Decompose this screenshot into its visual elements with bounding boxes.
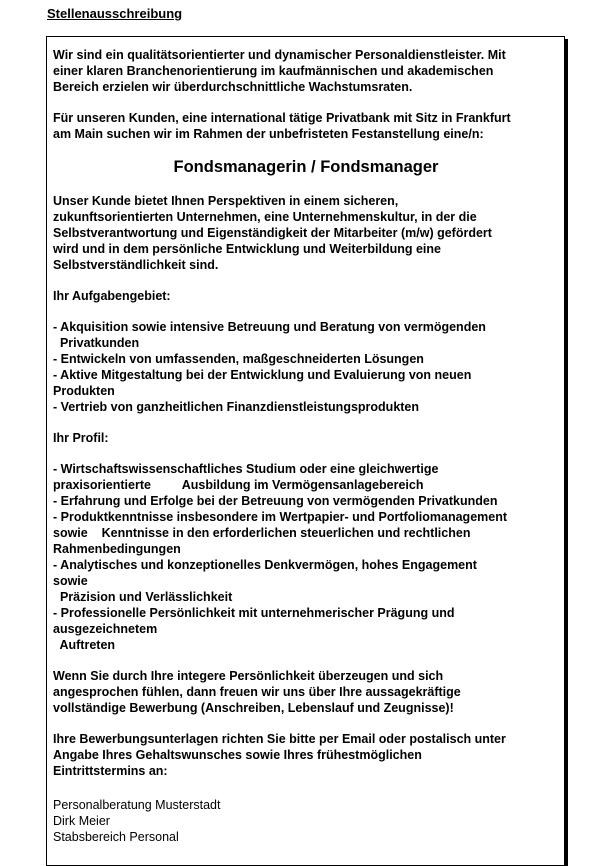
contact-company: Personalberatung Musterstadt <box>53 798 221 812</box>
list-item: - Akquisition sowie intensive Betreuung und Beratung von vermögenden <box>53 320 486 334</box>
list-item: Produkten <box>53 384 115 398</box>
list-item: Privatkunden <box>53 336 140 350</box>
job-ad-content <box>53 47 559 845</box>
list-item: - Vertrieb von ganzheitlichen Finanzdienstleistungsprodukten <box>53 400 420 414</box>
contact-department: Stabsbereich Personal <box>53 830 179 844</box>
profile-heading: Ihr Profil: <box>53 431 109 445</box>
list-item: - Entwickeln von umfassenden, maßgeschneiderten Lösungen <box>53 352 424 366</box>
text-line: Selbstverständlichkeit sind. <box>53 258 219 272</box>
profile-list <box>53 461 559 653</box>
text-line: einer klaren Branchenorientierung im kaufmännischen und akademischen <box>53 64 494 78</box>
text-line: am Main suchen wir im Rahmen der unbefristeten Festanstellung eine/n: <box>53 127 484 141</box>
contact-block <box>53 797 559 845</box>
tasks-heading: Ihr Aufgabengebiet: <box>53 289 171 303</box>
closing-paragraph <box>53 668 559 716</box>
list-item: Präzision und Verlässlichkeit <box>53 590 233 604</box>
text-line: Ihre Bewerbungsunterlagen richten Sie bitte per Email oder postalisch unter <box>53 732 506 746</box>
document-heading: Stellenausschreibung <box>47 6 183 21</box>
list-item: Auftreten <box>53 638 116 652</box>
list-item: - Analytisches und konzeptionelles Denkvermögen, hohes Engagement <box>53 558 477 572</box>
list-item: - Aktive Mitgestaltung bei der Entwicklung und Evaluierung von neuen <box>53 368 472 382</box>
list-item: sowie Kenntnisse in den erforderlichen steuerlichen und rechtlichen <box>53 526 471 540</box>
list-item: Rahmenbedingungen <box>53 542 181 556</box>
text-line: wird und in dem persönliche Entwicklung und Weiterbildung eine <box>53 242 441 256</box>
text-line: Für unseren Kunden, eine international tätige Privatbank mit Sitz in Frankfurt <box>53 111 511 125</box>
list-item: - Produktkenntnisse insbesondere im Wertpapier- und Portfoliomanagement <box>53 510 508 524</box>
text-line: Wir sind ein qualitätsorientierter und dynamischer Personaldienstleister. Mit <box>53 48 506 62</box>
text-line: Angabe Ihres Gehaltswunsches sowie Ihres frühestmöglichen <box>53 748 422 762</box>
application-paragraph <box>53 731 559 779</box>
text-line: vollständige Bewerbung (Anschreiben, Lebenslauf und Zeugnisse)! <box>53 701 454 715</box>
text-line: Wenn Sie durch Ihre integere Persönlichkeit überzeugen und sich <box>53 669 444 683</box>
text-line: Unser Kunde bietet Ihnen Perspektiven in einem sicheren, <box>53 194 399 208</box>
text-line: zukunftsorientierten Unternehmen, eine Unternehmenskultur, in der die <box>53 210 477 224</box>
text-line: Eintrittstermins an: <box>53 764 168 778</box>
tasks-list <box>53 319 559 415</box>
client-paragraph <box>53 110 559 142</box>
list-item: - Professionelle Persönlichkeit mit unternehmerischer Prägung und <box>53 606 455 620</box>
intro-paragraph <box>53 47 559 95</box>
list-item: ausgezeichnetem <box>53 622 158 636</box>
text-line: angesprochen fühlen, dann freuen wir uns über Ihre aussagekräftige <box>53 685 461 699</box>
offer-paragraph <box>53 193 559 273</box>
list-item: - Wirtschaftswissenschaftliches Studium oder eine gleichwertige <box>53 462 439 476</box>
job-title: Fondsmanagerin / Fondsmanager <box>173 158 439 176</box>
text-line: Selbstverantwortung und Eigenständigkeit der Mitarbeiter (m/w) gefördert <box>53 226 492 240</box>
list-item: praxisorientierte Ausbildung im Vermögensanlagebereich <box>53 478 424 492</box>
list-item: sowie <box>53 574 88 588</box>
text-line: Bereich erzielen wir überdurchschnittliche Wachstumsraten. <box>53 80 413 94</box>
list-item: - Erfahrung und Erfolge bei der Betreuung von vermögenden Privatkunden <box>53 494 498 508</box>
contact-person: Dirk Meier <box>53 814 110 828</box>
